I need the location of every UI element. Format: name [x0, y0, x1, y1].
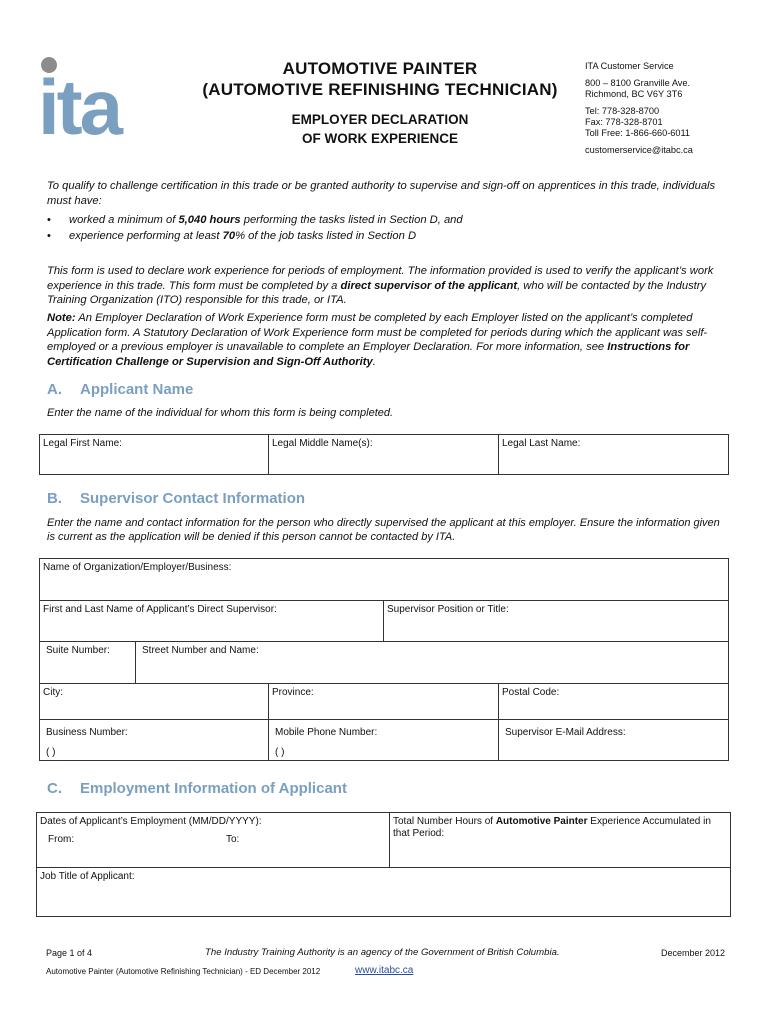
province-label: Province:: [272, 687, 314, 698]
subtitle-line-2: OF WORK EXPERIENCE: [301, 131, 458, 146]
legal-last-name-label: Legal Last Name:: [502, 438, 581, 449]
street-field[interactable]: [135, 641, 729, 684]
supervisor-email-field[interactable]: [498, 719, 729, 761]
from-date-label: From:: [48, 834, 75, 845]
to-date-label: To:: [226, 834, 240, 845]
section-a-heading: A. Applicant Name: [47, 381, 194, 398]
city-label: City:: [43, 687, 63, 698]
section-a-instruction: Enter the name of the individual for whom this form is being completed.: [47, 407, 394, 419]
section-b-heading: B. Supervisor Contact Information: [47, 490, 306, 507]
qualify-paragraph: To qualify to challenge certification in this trade or be granted authority to supervise and sign-off on apprentices in this trade, individuals must have:: [47, 180, 716, 207]
employment-dates-label: Dates of Applicant’s Employment (MM/DD/YYYY):: [40, 816, 262, 827]
business-number-label: Business Number:: [46, 727, 128, 738]
itabc-link[interactable]: www.itabc.ca: [355, 965, 414, 976]
contact-address-1: 800 – 8100 Granville Ave.: [585, 78, 691, 88]
business-area-code: ( ): [46, 747, 56, 758]
note-paragraph: Note: An Employer Declaration of Work Experience form must be completed by each Employer listed on the applicant’s completed Application form. A Statutory Declaration of Work Experience form must be completed for periods during which the applicant was self-employed or a previous employer is unavailable to complete an Employer Declaration. For more information, see Instructions for Certification Challenge or Supervision and Sign-Off Authority.: [47, 312, 708, 368]
logo-text: ita: [38, 63, 121, 138]
title-line-1: AUTOMOTIVE PAINTER: [282, 59, 478, 78]
section-b-instruction: Enter the name and contact information for the person who directly supervised the applicant at this employer. Ensure the information given is current as the application will be denied if this person cannot be contacted by ITA.: [47, 517, 720, 543]
employment-dates-field[interactable]: [36, 812, 390, 868]
contact-block: [585, 61, 693, 156]
mobile-phone-label: Mobile Phone Number:: [275, 727, 378, 738]
suite-number-label: Suite Number:: [46, 645, 110, 656]
purpose-paragraph: This form is used to declare work experience for periods of employment. The information provided is used to verify the applicant’s work experience in this trade. This form must be completed by a direct supervisor of the applicant, who will be contacted by the Industry Training Organization (ITO) responsible for this trade, or ITA.: [47, 265, 714, 306]
legal-middle-name-field[interactable]: [268, 434, 499, 475]
contact-tel: Tel: 778-328-8700: [585, 106, 660, 116]
total-hours-label: Total Number Hours of Automotive Painter Experience Accumulated in that Period:: [393, 816, 711, 839]
page-number: Page 1 of 4: [46, 948, 93, 958]
city-field[interactable]: [39, 683, 269, 720]
contact-address-2: Richmond, BC V6Y 3T6: [585, 89, 683, 99]
supervisor-email-label: Supervisor E-Mail Address:: [505, 727, 626, 738]
business-number-field[interactable]: [39, 719, 269, 761]
supervisor-name-field[interactable]: [39, 600, 384, 642]
contact-email: customerservice@itabc.ca: [585, 145, 693, 155]
contact-tollfree: Toll Free: 1-866-660-6011: [585, 128, 691, 138]
mobile-area-code: ( ): [275, 747, 285, 758]
postal-code-field[interactable]: [498, 683, 729, 720]
subtitle-line-1: EMPLOYER DECLARATION: [291, 112, 469, 127]
legal-last-name-field[interactable]: [498, 434, 729, 475]
agency-statement: The Industry Training Authority is an agency of the Government of British Columbia.: [205, 947, 560, 958]
postal-code-label: Postal Code:: [502, 687, 560, 698]
total-hours-field[interactable]: [389, 812, 731, 868]
requirement-hours: • worked a minimum of 5,040 hours performing the tasks listed in Section D, and: [47, 213, 727, 229]
supervisor-title-label: Supervisor Position or Title:: [387, 604, 509, 615]
contact-name: ITA Customer Service: [585, 61, 674, 71]
job-title-field[interactable]: [36, 867, 731, 917]
street-label: Street Number and Name:: [142, 645, 259, 656]
suite-number-field[interactable]: [39, 641, 136, 684]
requirement-tasks: • experience performing at least 70% of the job tasks listed in Section D: [47, 229, 727, 245]
legal-first-name-field[interactable]: [39, 434, 269, 475]
legal-middle-name-label: Legal Middle Name(s):: [272, 438, 373, 449]
section-c-heading: C. Employment Information of Applicant: [47, 780, 347, 797]
footer-date: December 2012: [661, 948, 726, 958]
form-identifier: Automotive Painter (Automotive Refinishing Technician) - ED December 2012: [46, 967, 321, 976]
ita-logo: [38, 56, 150, 138]
organization-name-label: Name of Organization/Employer/Business:: [43, 562, 232, 573]
title-line-2: (AUTOMOTIVE REFINISHING TECHNICIAN): [202, 80, 558, 99]
form-title-block: [180, 58, 580, 148]
supervisor-title-field[interactable]: [383, 600, 729, 642]
contact-fax: Fax: 778-328-8701: [585, 117, 663, 127]
mobile-phone-field[interactable]: [268, 719, 499, 761]
requirements-list: [47, 213, 727, 244]
organization-name-field[interactable]: [39, 558, 729, 601]
job-title-label: Job Title of Applicant:: [40, 871, 135, 882]
legal-first-name-label: Legal First Name:: [43, 438, 122, 449]
supervisor-name-label: First and Last Name of Applicant’s Direct Supervisor:: [43, 604, 277, 615]
province-field[interactable]: [268, 683, 499, 720]
